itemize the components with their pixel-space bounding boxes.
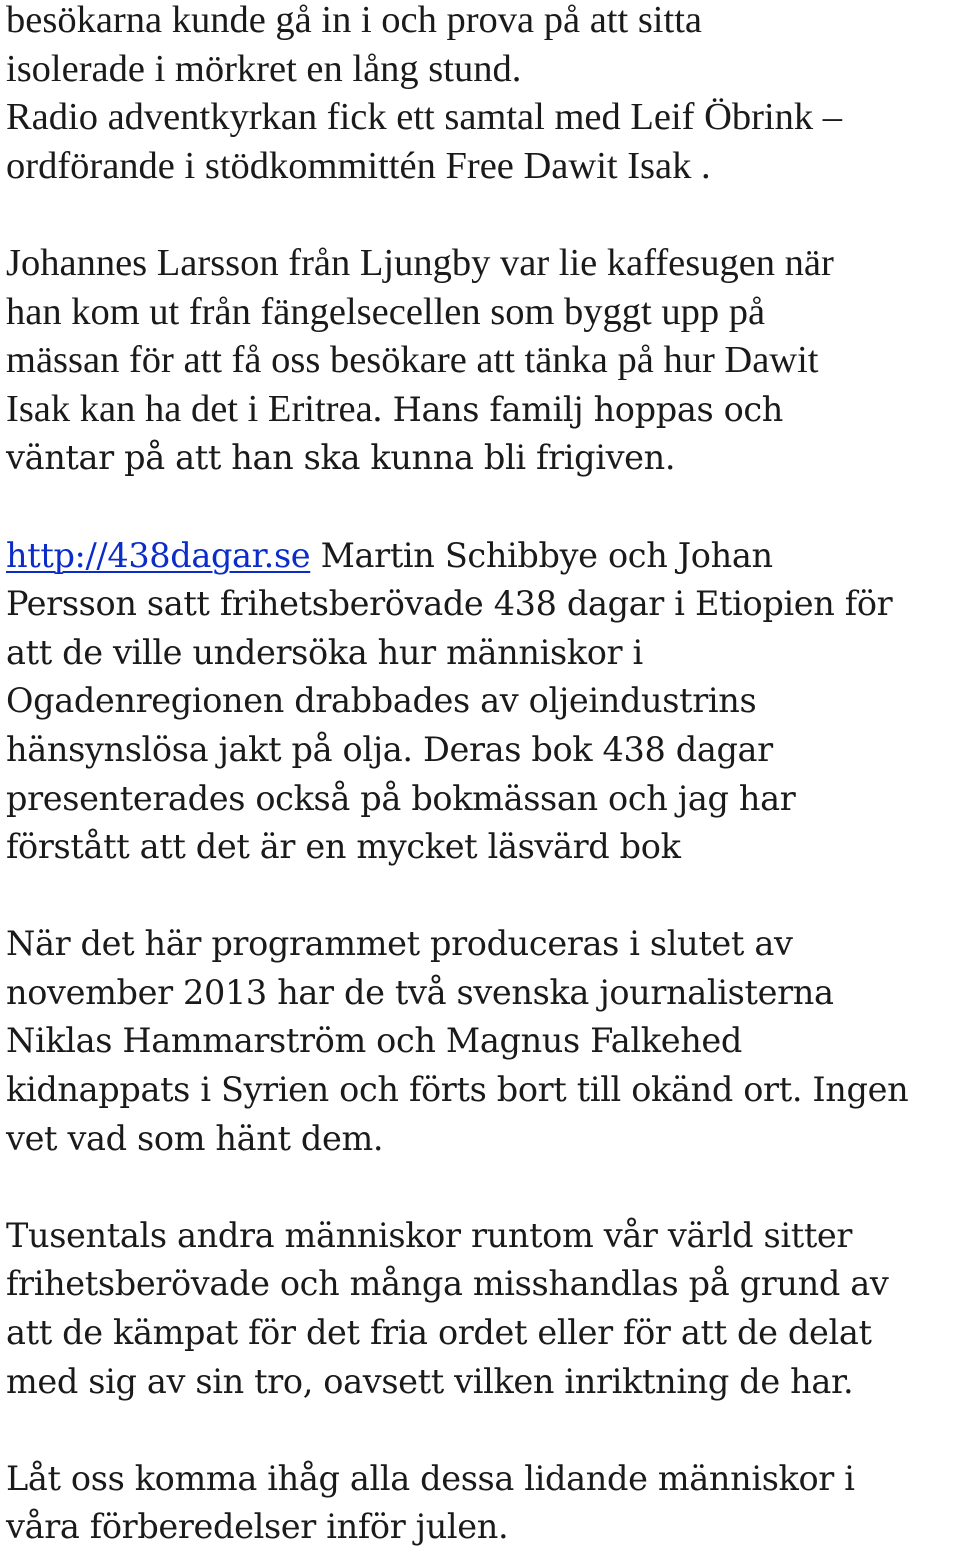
paragraph-spacer [6,190,956,239]
link-438dagar[interactable]: http://438dagar.se [6,535,311,575]
paragraph-spacer [6,872,956,921]
text-line: Persson satt frihetsberövade 438 dagar i Etiopien för [6,584,893,624]
text-line: ordförande i stödkommittén Free Dawit Isak . [6,144,711,187]
text-line: med sig av sin tro, oavsett vilken inriktning de har. [6,1361,854,1401]
text-line: Tusentals andra människor runtom vår värld sitter [6,1215,853,1255]
text-line: Ogadenregionen drabbades av oljeindustrins [6,681,757,721]
text-line: att de ville undersöka hur människor i [6,632,643,672]
text-line [6,532,956,581]
text-line: hänsynslösa jakt på olja. Deras bok 438 dagar [6,729,773,769]
text-line: väntar på att han ska kunna bli frigiven. [6,438,676,478]
paragraph-visitors [6,0,956,190]
text-line: förstått att det är en mycket läsvärd bok [6,827,681,867]
text-line: att de kämpat för det fria ordet eller för att de delat [6,1313,872,1353]
text-line: han kom ut från fängelsecellen som byggt upp på [6,290,766,333]
text-line: november 2013 har de två svenska journalisterna [6,972,834,1012]
text-fragment: Martin Schibbye och Johan [310,535,773,575]
paragraph-thousands [6,1212,956,1406]
text-line: Niklas Hammarström och Magnus Falkehed [6,1021,743,1061]
text-line: Låt oss komma ihåg alla dessa lidande människor i [6,1458,855,1498]
document-page [6,0,956,1552]
text-line: kidnappats i Syrien och förts bort till okänd ort. Ingen [6,1070,909,1110]
text-line: isolerade i mörkret en lång stund. [6,47,522,90]
text-line: presenterades också på bokmässan och jag har [6,778,796,818]
text-line: frihetsberövade och många misshandlas på grund av [6,1264,889,1304]
paragraph-journalists [6,920,956,1163]
text-line: När det här programmet produceras i slutet av [6,924,793,964]
paragraph-johannes-larsson [6,239,956,483]
text-fragment-serif: Isak kan ha det i Eritrea. [6,387,383,430]
paragraph-spacer [6,1406,956,1455]
text-line: mässan för att få oss besökare att tänka på hur Dawit [6,339,819,382]
text-fragment: Hans familj hoppas och [382,389,784,429]
text-line: våra förberedelser inför julen. [6,1507,509,1547]
text-line: besökarna kunde gå in i och prova på att sitta [6,0,702,41]
paragraph-438-dagar [6,532,956,872]
paragraph-spacer [6,1163,956,1212]
text-line: vet vad som hänt dem. [6,1118,384,1158]
text-line: Johannes Larsson från Ljungby var lie kaffesugen när [6,241,834,284]
paragraph-remember [6,1455,956,1552]
text-line: Radio adventkyrkan fick ett samtal med Leif Öbrink – [6,96,843,139]
paragraph-spacer [6,483,956,532]
text-line [6,385,956,435]
